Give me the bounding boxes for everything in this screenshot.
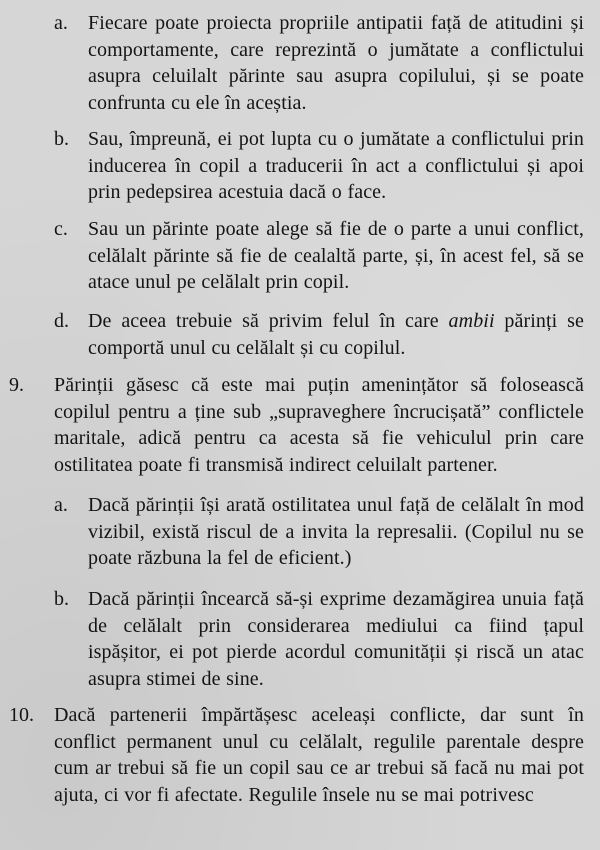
list-item-text: Dacă părinții își arată ostilitatea unul față de celălalt în mod vizibil, există riscul de a invita la represalii. (Copilul nu se poate răzbuna la fel de eficient.) [88,494,584,570]
list-item-b [0,586,584,692]
list-item-a [0,492,584,572]
list-marker: a. [54,12,68,34]
list-marker: b. [54,588,69,610]
numbered-item-10 [0,702,584,808]
list-item-text: Dacă părinții încearcă să-și exprime dezamăgirea unuia față de celălalt prin considerarea mediului ca fiind țapul ispășitor, ei pot pierde acordul comunității și riscă un atac asupra stimei de sine. [88,588,584,690]
list-item-text: Părinții găsesc că este mai puțin amenințător să folosească copilul pentru a ține sub „supraveghere încrucișată” conflictele maritale, adică pentru ca acesta să fie vehiculul prin care ostilitatea poate fi transmisă indirect celuilalt partener. [54,374,584,476]
text-run: De aceea trebuie să privim felul în care [88,310,449,332]
list-item-d [0,308,584,361]
numbered-item-9 [0,372,584,478]
list-number: 10. [9,704,34,726]
list-item-text: Sau, împreună, ei pot lupta cu o jumătate a conflictului prin inducerea în copil a traducerii în act a conflictului și apoi prin pedepsirea acestuia dacă o face. [88,128,584,204]
list-marker: b. [54,128,69,150]
list-item-a [0,10,584,116]
list-item-text: Fiecare poate proiecta propriile antipatii față de atitudini și comportamente, care reprezintă o jumătate a conflictului asupra celuilalt părinte sau asupra copilului, și se poate confrunta cu ele în aceștia. [88,12,584,114]
emphasized-word: ambii [448,310,495,332]
list-marker: c. [54,218,68,240]
list-marker: d. [54,310,69,332]
list-item-text: Sau un părinte poate alege să fie de o parte a unui conflict, celălalt părinte să fie de cealaltă parte, și, în acest fel, să se atace unul pe celălalt prin copil. [88,218,584,294]
list-item-c [0,216,584,296]
list-number: 9. [9,374,24,396]
list-item-text: Dacă partenerii împărtășesc aceleași conflicte, dar sunt în conflict permanent unul cu celălalt, regulile parentale despre cum ar trebui să fie un copil sau ce ar trebui să facă nu mai pot ajuta, ci vor fi afectate. Regulile însele nu se mai potrivesc [54,704,584,806]
list-marker: a. [54,494,68,516]
list-item-b [0,126,584,206]
list-item-text [88,308,584,361]
text-run: părinți se comportă unul cu celălalt și cu copilul. [88,310,585,359]
